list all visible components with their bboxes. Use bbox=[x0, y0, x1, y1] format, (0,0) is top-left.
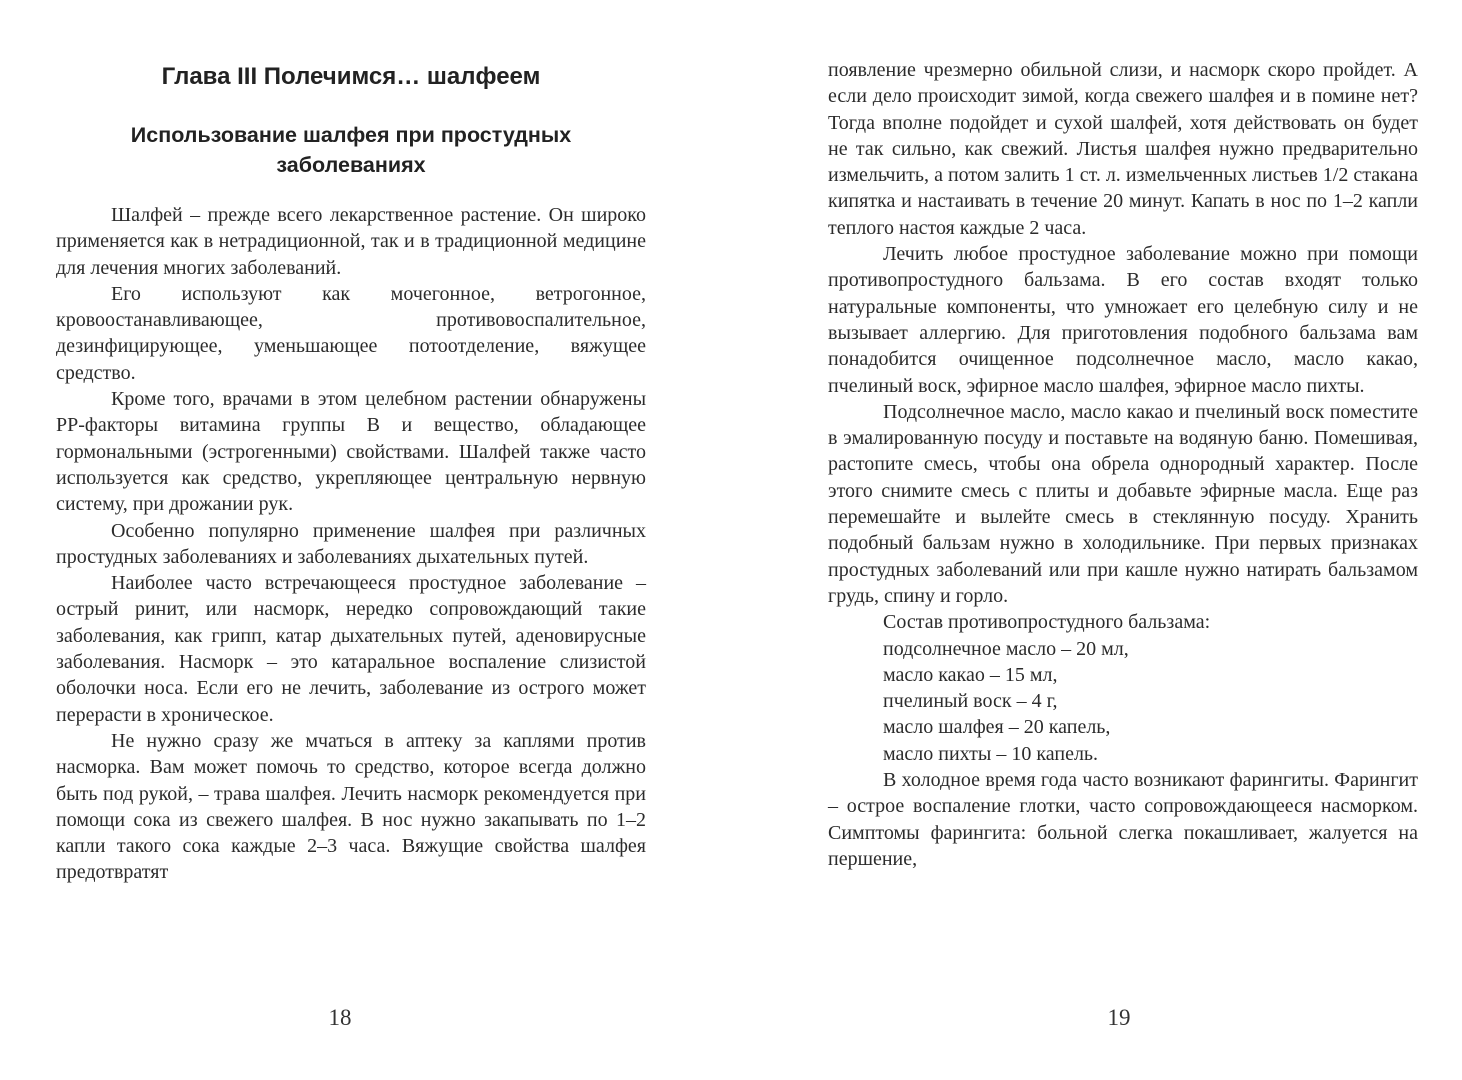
ingredient-item: подсолнечное масло – 20 мл, bbox=[883, 637, 1129, 660]
section-title: Использование шалфея при простудных заболеваниях bbox=[130, 123, 572, 177]
ingredient-item: масло какао – 15 мл, bbox=[883, 663, 1058, 686]
page-number: 18 bbox=[328, 1005, 352, 1030]
ingredient-item: масло шалфея – 20 капель, bbox=[883, 716, 1111, 739]
ingredient-item: пчелиный воск – 4 г, bbox=[883, 690, 1058, 713]
right-text-column bbox=[828, 57, 1418, 872]
continued-paragraph: появление чрезмерно обильной слизи, и насморк скоро пройдет. А если дело происходит зимой, когда свежего шалфея и в помине нет? Тогда вполне подойдет и сухой шалфей, хотя действовать он будет не так сильно, как свежий. Листья шалфея нужно предварительно измельчить, а потом залить 1 ст. л. измельченных листьев 1/2 стакана кипятка и настаивать в течение 20 минут. Капать в нос по 1–2 капли теплого настоя каждые 2 часа. bbox=[828, 59, 1418, 239]
page-number: 19 bbox=[1107, 1005, 1131, 1030]
right-page bbox=[731, 0, 1462, 1080]
recipe-heading: Состав противопростудного бальзама: bbox=[883, 611, 1211, 634]
paragraph: Шалфей – прежде всего лекарственное растение. Он широко применяется как в нетрадиционной, так и в традиционной медицине для лечения многих заболеваний. bbox=[56, 204, 646, 279]
ingredient-item: масло пихты – 10 капель. bbox=[883, 742, 1099, 765]
paragraph: Наиболее часто встречающееся простудное заболевание – острый ринит, или насморк, нередко сопровождающий такие заболевания, как грипп, катар дыхательных путей, аденовирусные заболевания. Насморк – это катаральное воспаление слизистой оболочки носа. Если его не лечить, заболевание из острого может перерасти в хроническое. bbox=[56, 572, 646, 726]
paragraph: В холодное время года часто возникают фарингиты. Фарингит – острое воспаление глотки, часто сопровождающееся насморком. Симптомы фарингита: больной слегка покашливает, жалуется на першение, bbox=[828, 769, 1418, 870]
paragraph: Его используют как мочегонное, ветрогонное, кровоостанавливающее, противовоспалительное, дезинфицирующее, уменьшающее потоотделение, вяжущее средство. bbox=[56, 282, 646, 384]
left-text-column bbox=[56, 202, 646, 886]
paragraph: Кроме того, врачами в этом целебном растении обнаружены РР-факторы витамина группы В и вещество, обладающее гормональными (эстрогенными) свойствами. Шалфей также часто используется как средство, укрепляющее центральную нервную систему, при дрожании рук. bbox=[56, 388, 646, 516]
paragraph: Особенно популярно применение шалфея при различных простудных заболеваниях и заболеваниях дыхательных путей. bbox=[56, 519, 646, 568]
paragraph: Подсолнечное масло, масло какао и пчелиный воск поместите в эмалированную посуду и поставьте на водяную баню. Помешивая, растопите смесь, чтобы она обрела однородный характер. После этого снимите смесь с плиты и добавьте эфирные масла. Еще раз перемешайте и вылейте смесь в стеклянную посуду. Хранить подобный бальзам нужно в холодильнике. При первых признаках простудных заболеваний или при кашле нужно натирать бальзамом грудь, спину и горло. bbox=[828, 400, 1418, 607]
chapter-title: Глава III Полечимся… шалфеем bbox=[161, 63, 541, 90]
ingredient-list bbox=[828, 636, 1418, 767]
paragraph: Не нужно сразу же мчаться в аптеку за каплями против насморка. Вам может помочь то средство, которое всегда должно быть под рукой, – трава шалфея. Лечить насморк рекомендуется при помощи сока из свежего шалфея. В нос нужно закапывать по 1–2 капли такого сока каждые 2–3 часа. Вяжущие свойства шалфея предотвратят bbox=[56, 729, 646, 884]
paragraph: Лечить любое простудное заболевание можно при помощи противопростудного бальзама. В его состав входят только натуральные компоненты, что умножает его целебную силу и не вызывает аллергию. Для приготовления подобного бальзама вам понадобится очищенное подсолнечное масло, масло какао, пчелиный воск, эфирное масло шалфея, эфирное масло пихты. bbox=[828, 243, 1418, 397]
